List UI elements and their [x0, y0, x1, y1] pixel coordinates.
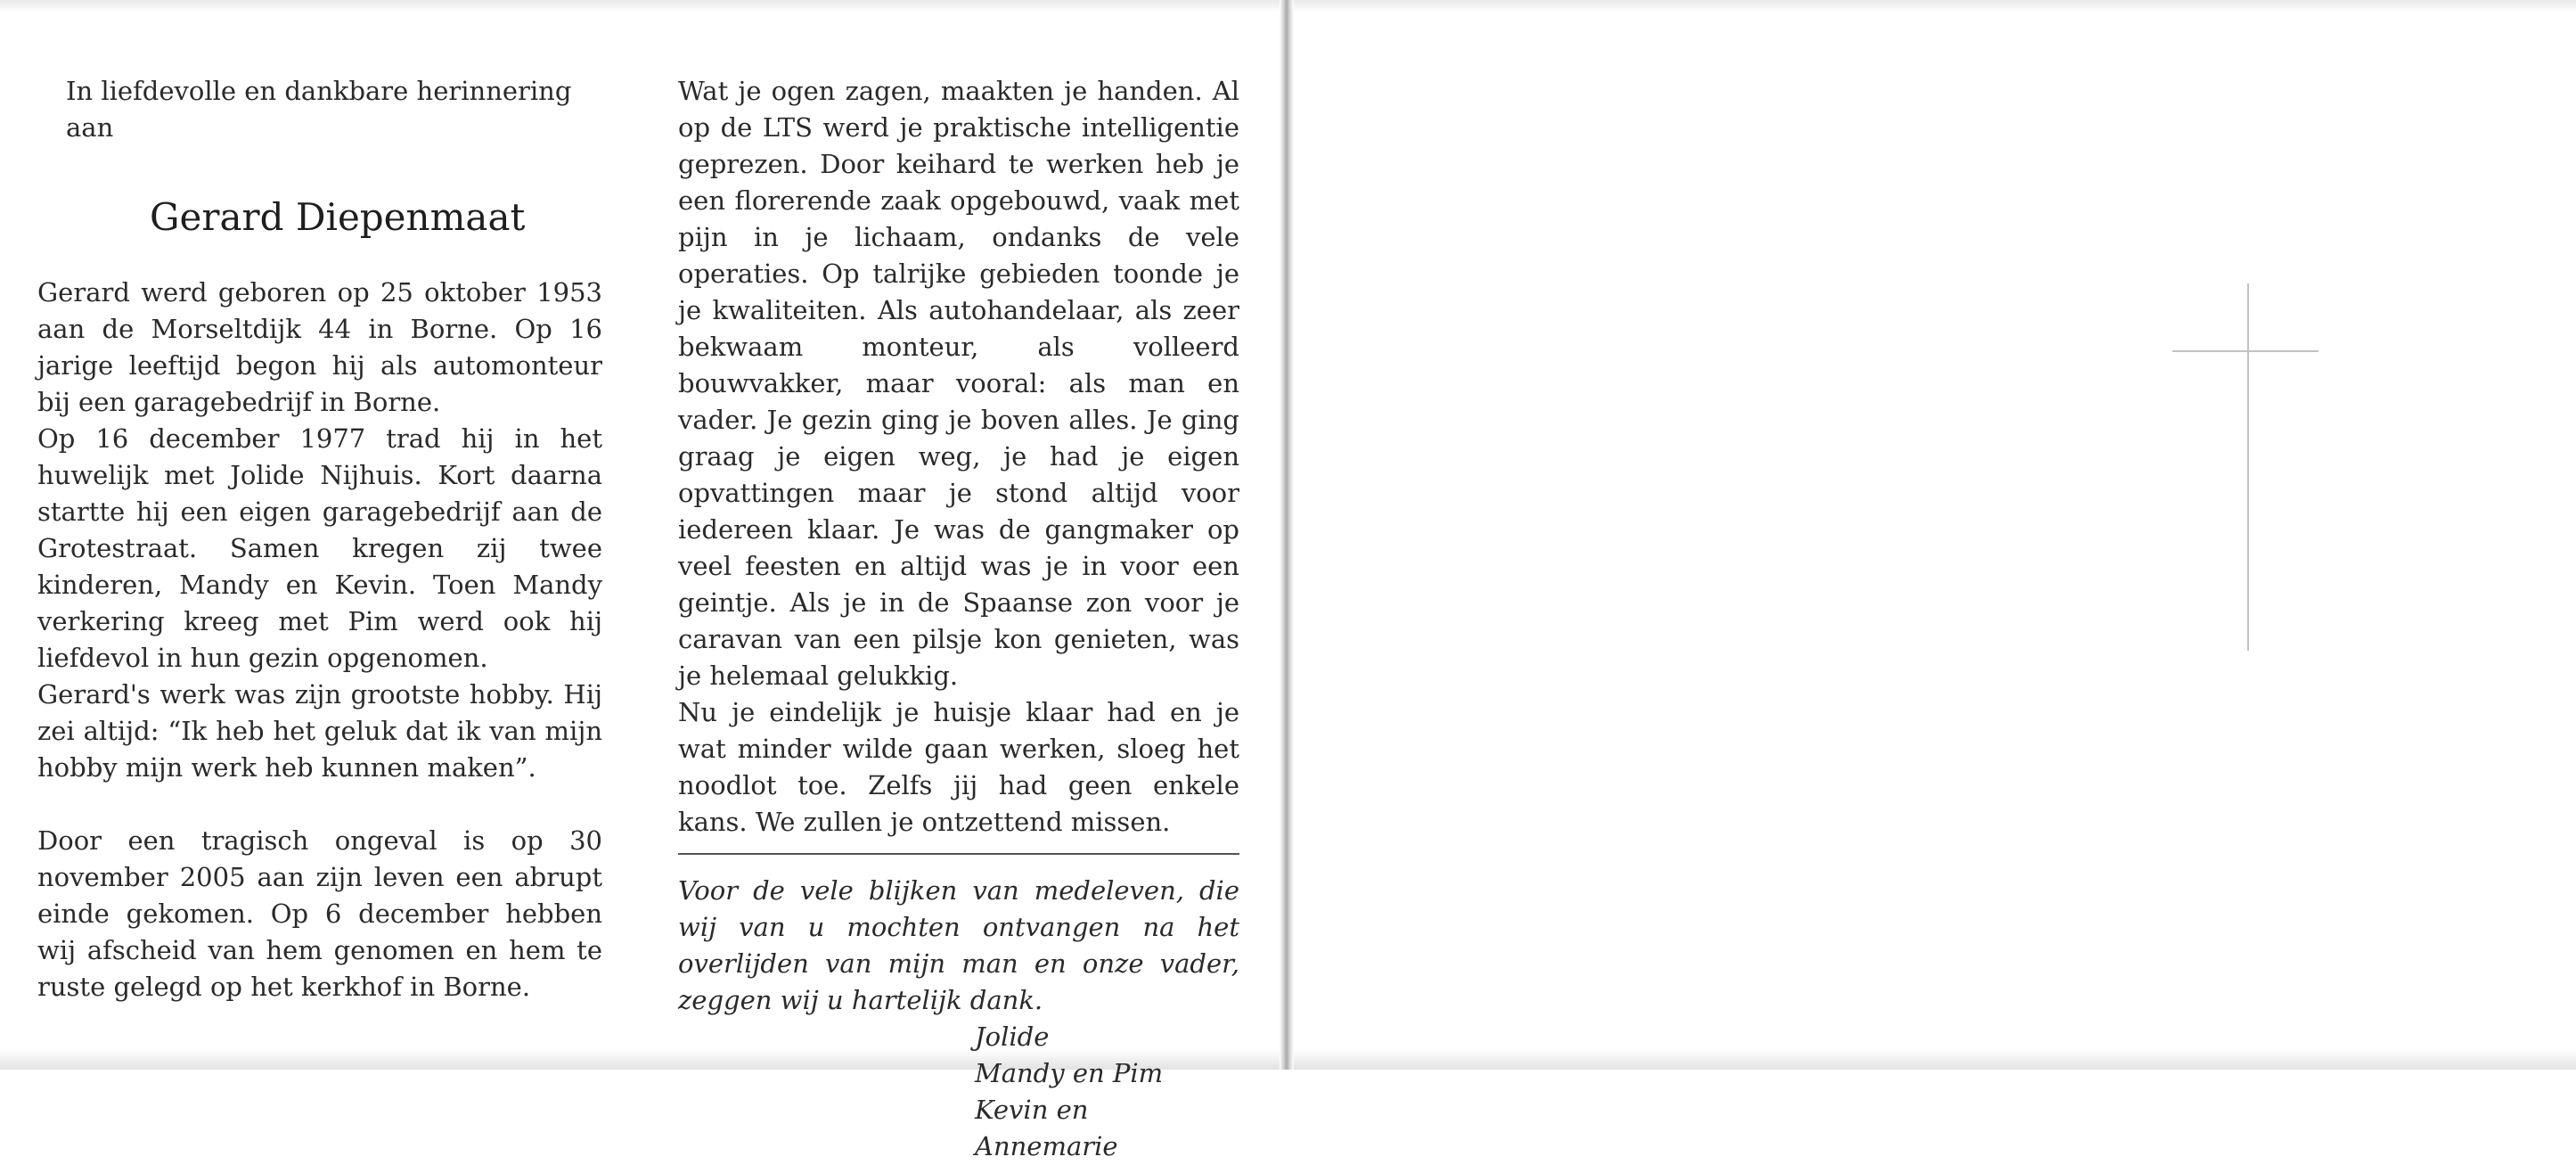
thanks-text: Voor de vele blijken van medeleven, die wij van u mochten ontvangen na het overlijden van mijn man en onze vader, zeggen wij u hartelijk dank. — [678, 875, 1239, 1015]
right-text-column — [678, 73, 1239, 1165]
memorial-card-front-page — [1294, 0, 2576, 1070]
paragraph-gap — [37, 786, 602, 823]
biography-paragraph-4: Door een tragisch ongeval is op 30 november 2005 aan zijn leven een abrupt einde gekomen. Op 6 december hebben wij afscheid van hem genomen en hem te ruste gelegd op het kerkhof in Borne. — [37, 825, 602, 1002]
card-fold — [1280, 0, 1294, 1070]
signature-line: Mandy en Pim — [975, 1058, 1164, 1088]
memorial-card-inner-page — [0, 0, 1280, 1161]
signature-line: Jolide — [975, 1021, 1050, 1052]
biography-paragraph-1: Gerard werd geboren op 25 oktober 1953 aan de Morseltdijk 44 in Borne. Op 16 jarige leeftijd begon hij als automonteur bij een garagebedrijf in Borne. — [37, 277, 602, 417]
divider-line — [678, 853, 1239, 855]
intro-line: In liefdevolle en dankbare herinnering aan — [66, 76, 572, 143]
thanks-block — [678, 873, 1239, 1019]
tribute-paragraph-2: Nu je eindelijk je huisje klaar had en je wat minder wilde gaan werken, sloeg het noodlot toe. Zelfs jij had geen enkele kans. We zullen je ontzettend missen. — [678, 697, 1239, 837]
tribute-paragraph-1: Wat je ogen zagen, maakten je handen. Al op de LTS werd je praktische intelligentie geprezen. Door keihard te werken heb je een florerende zaak opgebouwd, vaak met pijn in je lichaam, ondanks de vele operaties. Op talrijke gebieden toonde je je kwaliteiten. Als autohandelaar, als zeer bekwaam monteur, als volleerd bouwvakker, maar vooral: als man en vader. Je gezin ging je boven alles. Je ging graag je eigen weg, je had je eigen opvattingen maar je stond altijd voor iedereen klaar. Je was de gangmaker op veel feesten en altijd was je in voor een geintje. Als je in de Spaanse zon voor je caravan van een pilsje kon genieten, was je helemaal gelukkig. — [678, 76, 1239, 691]
signature-block — [975, 1019, 1239, 1165]
cross-icon — [2247, 283, 2249, 651]
deceased-name: Gerard Diepenmaat — [150, 195, 526, 239]
cross-icon-beam — [2172, 350, 2318, 352]
biography-paragraph-2: Op 16 december 1977 trad hij in het huwelijk met Jolide Nijhuis. Kort daarna startte hij een eigen garagebedrijf aan de Grotestraat. Samen kregen zij twee kinderen, Mandy en Kevin. Toen Mandy verkering kreeg met Pim werd ook hij liefdevol in hun gezin opgenomen. — [37, 423, 602, 673]
signature-line: Kevin en Annemarie — [975, 1095, 1118, 1161]
left-text-column — [37, 73, 602, 1005]
biography-paragraph-3: Gerard's werk was zijn grootste hobby. Hij zei altijd: “Ik heb het geluk dat ik van mijn hobby mijn werk heb kunnen maken”. — [37, 679, 602, 783]
